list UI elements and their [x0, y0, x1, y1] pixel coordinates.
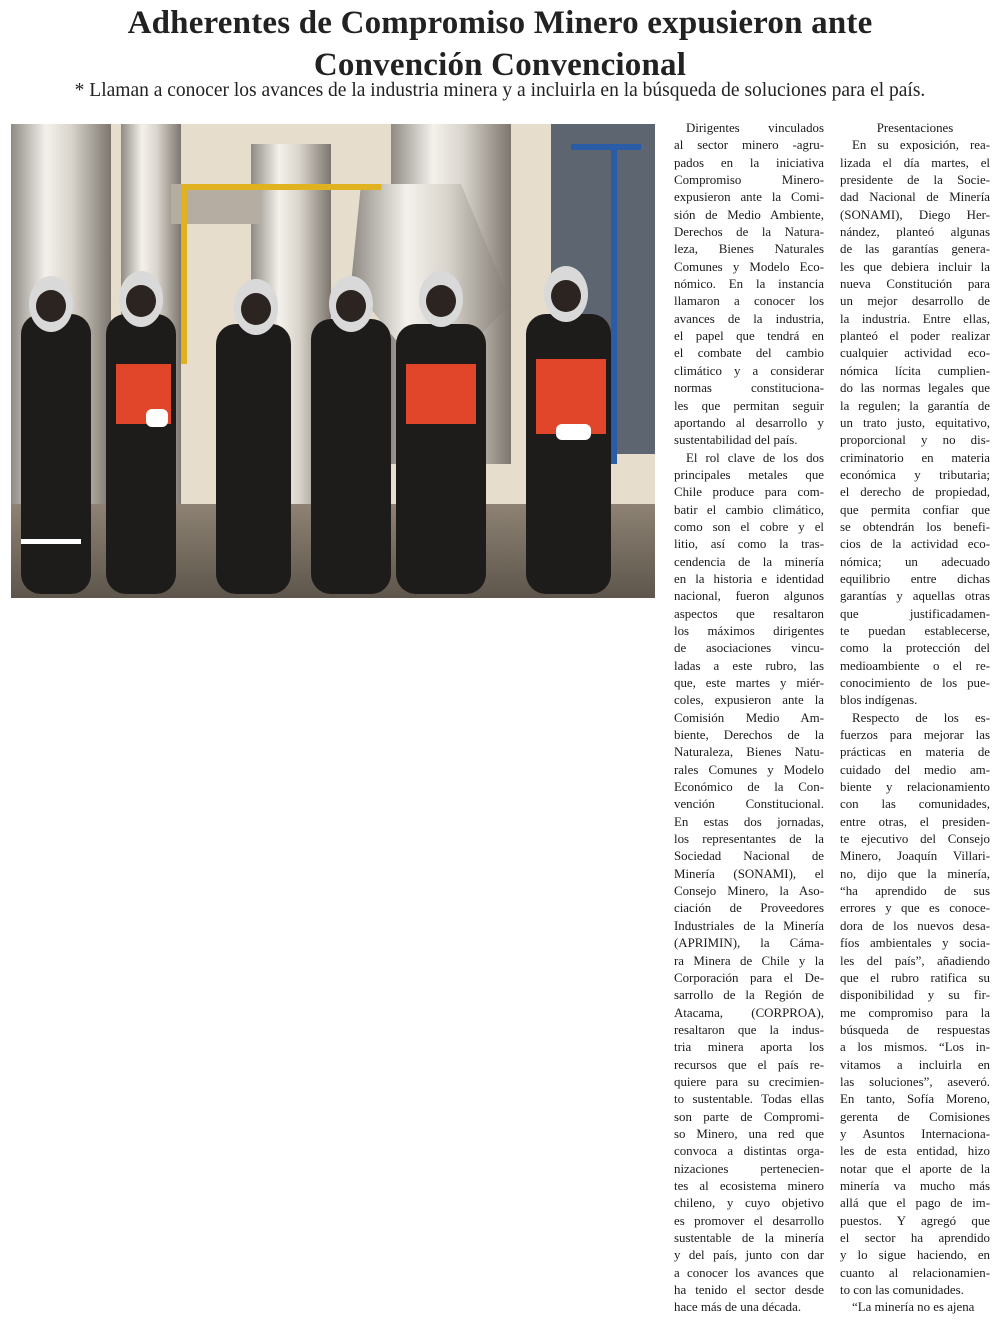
text-line: cuanto al relacionamien- — [840, 1265, 990, 1280]
column-1-body — [674, 120, 824, 1317]
text-line: como la protección del — [840, 641, 990, 656]
text-line: to con las comunidades. — [840, 1283, 964, 1298]
text-line: el papel que tendrá en — [674, 329, 824, 344]
text-line: chileno, y cuyo objetivo — [674, 1196, 824, 1211]
text-line: aspectos que resaltaron — [674, 606, 824, 621]
text-line: que el rubro ratifica su — [840, 970, 990, 985]
text-line: nueva Constitución para — [840, 277, 990, 292]
text-line: a los mismos. “Los in- — [840, 1040, 990, 1055]
text-line: litio, así como la tras- — [674, 537, 824, 552]
text-line: hace más de una década. — [674, 1300, 802, 1315]
text-line: y del país, junto con dar — [674, 1248, 824, 1263]
text-line: les de esta entidad, hizo — [840, 1144, 990, 1159]
miners-photo-icon — [11, 124, 655, 598]
headline-line-1: Adherentes de Compromiso Minero expusieron ante — [127, 5, 873, 41]
text-line: se obtendrán los benefi- — [840, 519, 990, 534]
text-line: dad Nacional de Minería — [840, 190, 990, 205]
article-column-2 — [840, 120, 990, 1340]
text-line: planteó el poder realizar — [840, 329, 990, 344]
text-line: ciación de Proveedores — [674, 901, 824, 916]
subheadline: * Llaman a conocer los avances de la industria minera y a incluirla en la búsqueda de soluciones para el país. — [74, 80, 926, 101]
text-line: tes al ecosistema minero — [674, 1178, 824, 1193]
text-line: búsqueda de respuestas — [840, 1022, 990, 1037]
text-line: En estas dos jornadas, — [674, 814, 824, 829]
text-line: a conocer los avances que — [674, 1265, 824, 1280]
text-line: gerenta de Comisiones — [840, 1109, 990, 1124]
text-line: quiere para su crecimien- — [674, 1074, 824, 1089]
text-line: de asociaciones vincu- — [674, 641, 824, 656]
text-line: fíos ambientales y socia- — [840, 936, 990, 951]
text-line: te ejecutivo del Consejo — [840, 832, 990, 847]
text-line: Comunes y Modelo Eco- — [674, 259, 824, 274]
text-line: conocimiento de los pue- — [840, 676, 990, 690]
text-line: blos indígenas. — [840, 693, 918, 708]
text-line: Naturaleza, Bienes Natu- — [674, 745, 824, 760]
text-line: proporcional y no dis- — [840, 433, 990, 448]
text-line: los máximos dirigentes — [674, 623, 824, 638]
text-line: un trato justo, equitativo, — [840, 415, 990, 430]
text-line: normas constituciona- — [674, 381, 824, 396]
text-line: minería va mucho más — [840, 1178, 990, 1193]
text-line: Corporación para el De- — [674, 970, 824, 985]
text-line: En tanto, Sofía Moreno, — [840, 1092, 990, 1107]
text-line: Minería (SONAMI), el — [674, 866, 824, 881]
text-line: El rol clave de los dos — [686, 450, 824, 465]
text-line: principales metales que — [674, 467, 824, 482]
text-line: Compromiso Minero- — [674, 173, 824, 188]
text-line: que permita confiar que — [840, 502, 990, 517]
text-line: resaltaron que la indus- — [674, 1022, 824, 1037]
text-line: son parte de Compromi- — [674, 1109, 824, 1124]
text-line: sustentabilidad del país. — [674, 433, 798, 448]
text-line: lizada el día martes, el — [840, 155, 990, 170]
text-line: cuidado del medio am- — [840, 762, 990, 777]
text-line: de las garantías genera- — [840, 242, 990, 257]
text-line: batir el cambio climático, — [674, 502, 824, 517]
text-line: coles, expusieron ante la — [674, 693, 824, 708]
text-line: les que debiera incluir la — [840, 259, 990, 274]
text-line: que justificadamen- — [840, 606, 990, 621]
text-line: leza, Bienes Naturales — [674, 242, 824, 257]
text-line: En su exposición, rea- — [852, 138, 990, 153]
text-line: te puedan establecerse, — [840, 623, 990, 638]
text-line: disponibilidad y su fir- — [840, 988, 990, 1003]
text-line: Minero, Joaquín Villari- — [840, 849, 990, 864]
text-line: to sustentable. Todas ellas — [674, 1092, 824, 1107]
text-line: expusieron ante la Comi- — [674, 190, 824, 205]
text-line: nómico. En la instancia — [674, 277, 824, 292]
text-line: la regulen; la garantía de — [840, 398, 990, 413]
text-line: ladas a este rubro, las — [674, 658, 824, 673]
text-line: Comisión Medio Am- — [674, 710, 824, 725]
text-line: las soluciones”, aseveró. — [840, 1074, 990, 1089]
text-line: cendencia de la minería — [674, 554, 824, 569]
text-line: les del país”, añadiendo — [840, 953, 990, 968]
text-line: Económico de la Con- — [674, 780, 824, 795]
text-line: Derechos de la Natura- — [674, 225, 824, 240]
text-line: con las comunidades, — [840, 797, 990, 812]
text-line: llamaron a conocer los — [674, 294, 824, 309]
text-line: les que permitan seguir — [674, 398, 824, 413]
text-line: nizaciones pertenecien- — [674, 1161, 824, 1176]
text-line: sión de Medio Ambiente, — [674, 207, 824, 222]
article-column-1 — [674, 120, 824, 1340]
text-line: entre otras, el presiden- — [840, 814, 990, 829]
text-line: biente y relacionamiento — [840, 780, 990, 795]
text-line: errores y que es conoce- — [840, 901, 990, 916]
text-line: no, dijo que la minería, — [840, 866, 990, 881]
text-line: vitamos a incluirla en — [840, 1057, 990, 1072]
text-line: en la historia e identidad — [674, 571, 824, 586]
text-line: medioambiente o el re- — [840, 658, 990, 673]
text-line: “La minería no es ajena — [852, 1300, 975, 1315]
text-line: garantías y aquellas otras — [840, 589, 990, 604]
text-line: cualquier actividad eco- — [840, 346, 990, 361]
text-line: al sector minero -agru- — [674, 138, 824, 153]
headline-line-2: Convención Convencional — [313, 47, 687, 83]
text-line: biente, Derechos de la — [674, 728, 824, 743]
text-line: nómica lícita cumplien- — [840, 363, 990, 378]
text-line: como son el cobre y el — [674, 519, 824, 534]
headline — [0, 2, 1000, 86]
text-line: Industriales de la Minería — [674, 918, 824, 933]
text-line: nómica; un adecuado — [840, 554, 990, 569]
text-line: el derecho de propiedad, — [840, 485, 990, 500]
text-line: ha tenido el sector desde — [674, 1283, 824, 1298]
text-line: me compromiso para la — [840, 1005, 990, 1020]
text-line: la industria. Entre ellas, — [840, 311, 990, 326]
text-line: prácticas en materia de — [840, 745, 990, 760]
text-line: criminatorio en materia — [840, 450, 990, 465]
text-line: allá que el pago de im- — [840, 1196, 990, 1211]
text-line: “ha aprendido de sus — [840, 884, 990, 899]
text-line: (APRIMIN), la Cáma- — [674, 936, 824, 951]
text-line: Chile produce para com- — [674, 485, 824, 500]
text-line: nández, planteó algunas — [840, 225, 990, 240]
text-line: que, este martes y miér- — [674, 676, 824, 690]
blank-page-area — [11, 605, 655, 1325]
text-line: Respecto de los es- — [852, 710, 990, 725]
text-line: dora de los nuevos desa- — [840, 918, 990, 933]
text-line: Dirigentes vinculados — [686, 121, 824, 135]
section-title-presentaciones: Presentaciones — [876, 121, 954, 135]
text-line: avances de la industria, — [674, 311, 824, 326]
text-line: climático y a considerar — [674, 363, 824, 378]
text-line: aportando al desarrollo y — [674, 415, 824, 430]
text-line: (SONAMI), Diego Her- — [840, 207, 990, 222]
text-line: recursos que el país re- — [674, 1057, 824, 1072]
text-line: convoca a distintas orga- — [674, 1144, 824, 1159]
text-line: nacional, fueron algunos — [674, 589, 824, 604]
text-line: fuerzos para mejorar las — [840, 728, 990, 743]
text-line: vención Constitucional. — [674, 797, 824, 812]
text-line: es promover el desarrollo — [674, 1213, 824, 1228]
text-line: notar que el aporte de la — [840, 1161, 990, 1176]
text-line: el sector ha aprendido — [840, 1231, 990, 1245]
text-line: equilibrio entre dichas — [840, 571, 990, 586]
text-line: Sociedad Nacional de — [674, 849, 824, 864]
text-line: tria minera aporta los — [674, 1040, 824, 1055]
text-line: el combate del cambio — [674, 346, 824, 361]
text-line: sustentable de la minería — [674, 1231, 824, 1245]
text-line: y lo sigue haciendo, en — [840, 1248, 990, 1263]
text-line: ra Minera de Chile y la — [674, 953, 824, 968]
text-line: puestos. Y agregó que — [840, 1213, 990, 1228]
text-line: económica y tributaria; — [840, 467, 990, 482]
text-line: do las normas legales que — [840, 381, 990, 396]
text-line: cios de la actividad eco- — [840, 537, 990, 552]
text-line: los representantes de la — [674, 832, 824, 847]
text-line: rales Comunes y Modelo — [674, 762, 824, 777]
column-2-body — [840, 137, 990, 1316]
text-line: un mejor desarrollo de — [840, 294, 990, 309]
text-line: sarrollo de la Región de — [674, 988, 824, 1003]
text-line: presidente de la Socie- — [840, 173, 990, 188]
article-photo — [11, 124, 655, 598]
text-line: Atacama, (CORPROA), — [674, 1005, 824, 1020]
text-line: Consejo Minero, la Aso- — [674, 884, 824, 899]
text-line: so Minero, una red que — [674, 1126, 824, 1141]
text-line: y Asuntos Internaciona- — [840, 1126, 990, 1141]
text-line: pados en la iniciativa — [674, 155, 824, 170]
